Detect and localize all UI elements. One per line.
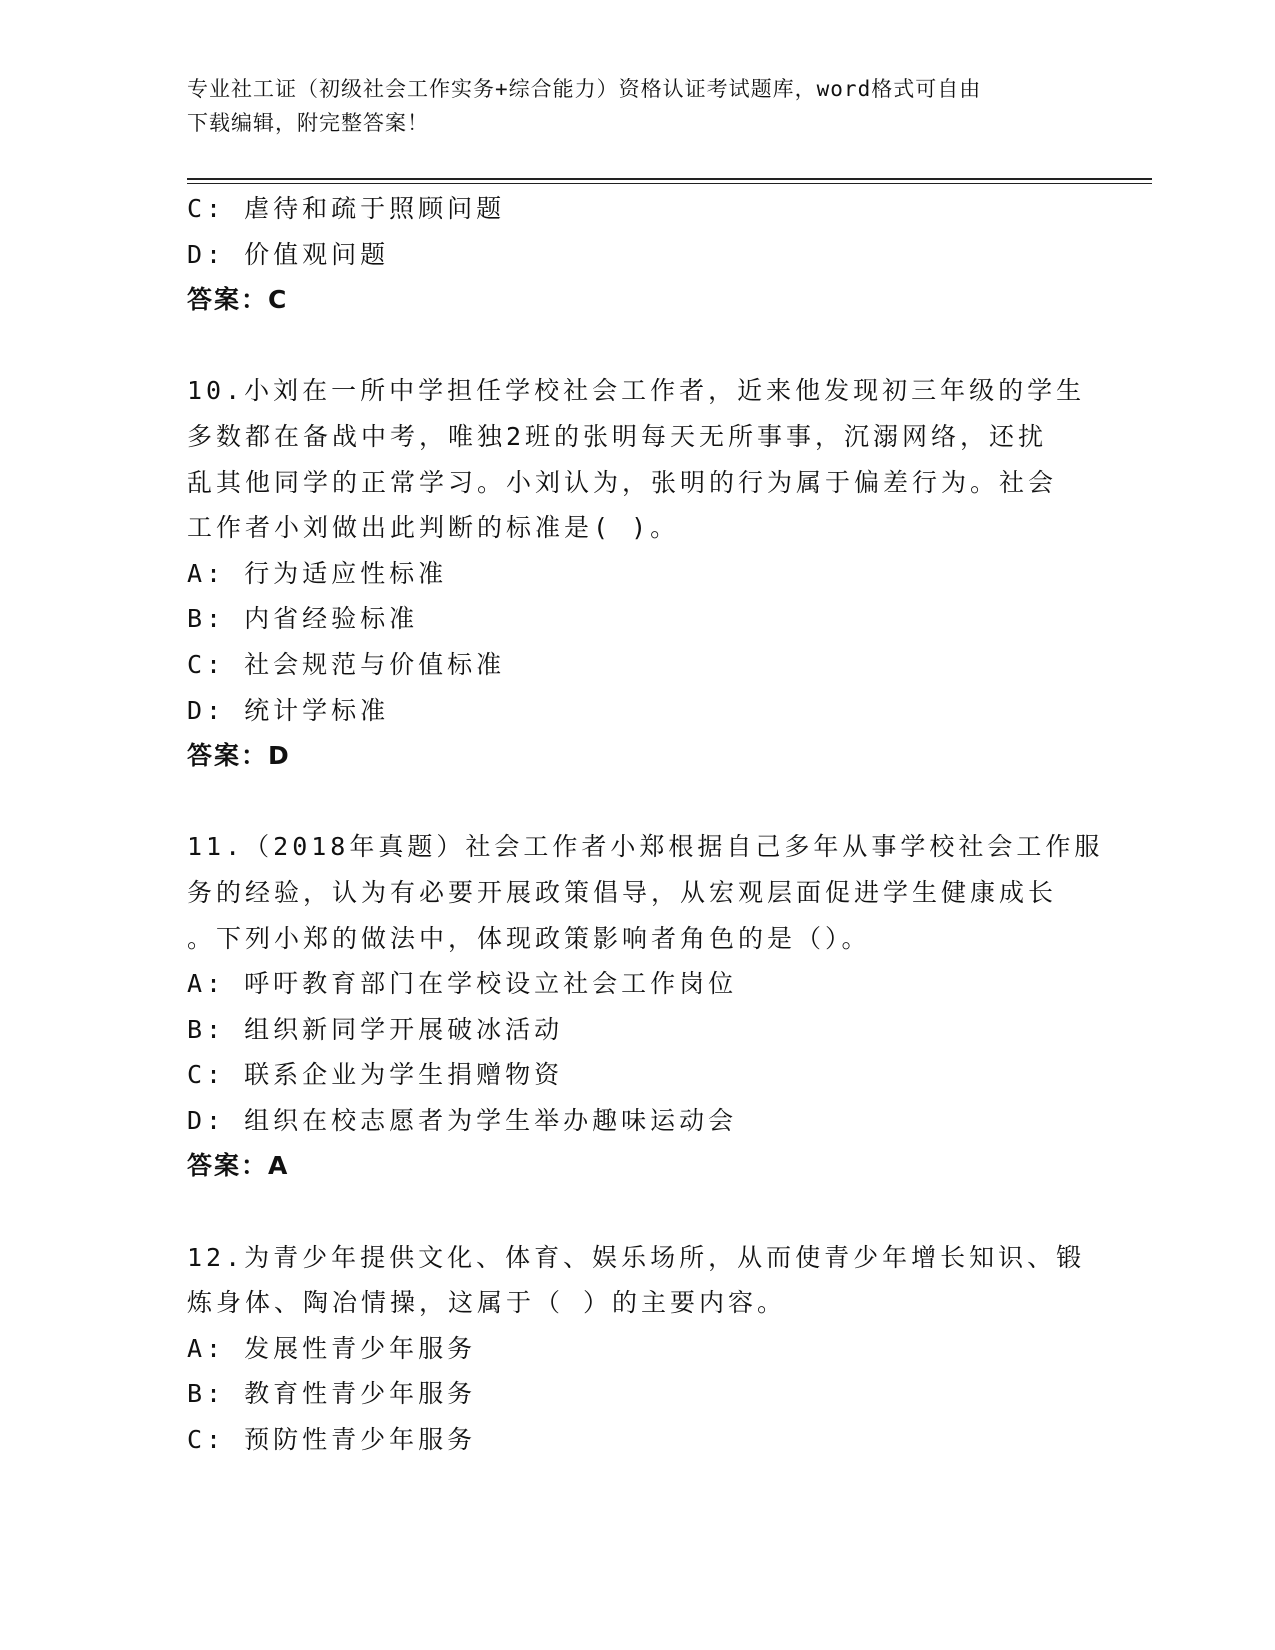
question-text-line: 工作者小刘做出此判断的标准是( )。 bbox=[187, 513, 680, 543]
spacer bbox=[187, 1189, 1087, 1235]
option-d: D: 组织在校志愿者为学生举办趣味运动会 bbox=[187, 1105, 738, 1135]
question-text-line: 务的经验，认为有必要开展政策倡导，从宏观层面促进学生健康成长 bbox=[187, 877, 1058, 907]
answer-line: 答案：C bbox=[187, 285, 289, 315]
question-10 bbox=[187, 368, 1087, 778]
option-a: A: 发展性青少年服务 bbox=[187, 1333, 477, 1363]
question-text-line: 12.为青少年提供文化、体育、娱乐场所，从而使青少年增长知识、锻 bbox=[187, 1242, 1086, 1272]
option-b: B: 教育性青少年服务 bbox=[187, 1379, 477, 1409]
question-text-line: 10.小刘在一所中学担任学校社会工作者，近来他发现初三年级的学生 bbox=[187, 376, 1086, 406]
question-text-line: 11.（2018年真题）社会工作者小郑根据自己多年从事学校社会工作服 bbox=[187, 832, 1104, 862]
question-list bbox=[187, 186, 1104, 1463]
option-c: C: 虐待和疏于照顾问题 bbox=[187, 194, 506, 223]
option-d: D: 统计学标准 bbox=[187, 695, 390, 725]
option-b: B: 内省经验标准 bbox=[187, 604, 419, 634]
option-d: D: 价值观问题 bbox=[187, 239, 390, 269]
header-line-1: 专业社工证（初级社会工作实务+综合能力）资格认证考试题库，word格式可自由 bbox=[187, 77, 982, 101]
question-text-line: 炼身体、陶冶情操，这属于（ ）的主要内容。 bbox=[187, 1288, 787, 1318]
option-b: B: 组织新同学开展破冰活动 bbox=[187, 1014, 564, 1044]
question-9-tail bbox=[187, 186, 1087, 323]
option-a: A: 行为适应性标准 bbox=[187, 558, 448, 588]
page-header bbox=[187, 72, 1087, 140]
header-line-2: 下载编辑，附完整答案！ bbox=[187, 111, 429, 135]
question-11 bbox=[187, 824, 1104, 1189]
option-a: A: 呼吁教育部门在学校设立社会工作岗位 bbox=[187, 969, 738, 999]
question-text-line: 乱其他同学的正常学习。小刘认为，张明的行为属于偏差行为。社会 bbox=[187, 467, 1058, 497]
option-c: C: 预防性青少年服务 bbox=[187, 1425, 477, 1455]
option-c: C: 联系企业为学生捐赠物资 bbox=[187, 1060, 564, 1090]
option-c: C: 社会规范与价值标准 bbox=[187, 649, 506, 679]
question-12 bbox=[187, 1235, 1087, 1463]
header-rule-thin bbox=[187, 183, 1152, 184]
answer-line: 答案：A bbox=[187, 1151, 290, 1181]
header-rule-thick bbox=[187, 178, 1152, 180]
spacer bbox=[187, 779, 1087, 825]
question-text-line: 。下列小郑的做法中，体现政策影响者角色的是（）。 bbox=[187, 923, 871, 953]
answer-line: 答案：D bbox=[187, 741, 291, 771]
spacer bbox=[187, 323, 1087, 369]
question-text-line: 多数都在备战中考，唯独2班的张明每天无所事事，沉溺网络，还扰 bbox=[187, 421, 1048, 451]
